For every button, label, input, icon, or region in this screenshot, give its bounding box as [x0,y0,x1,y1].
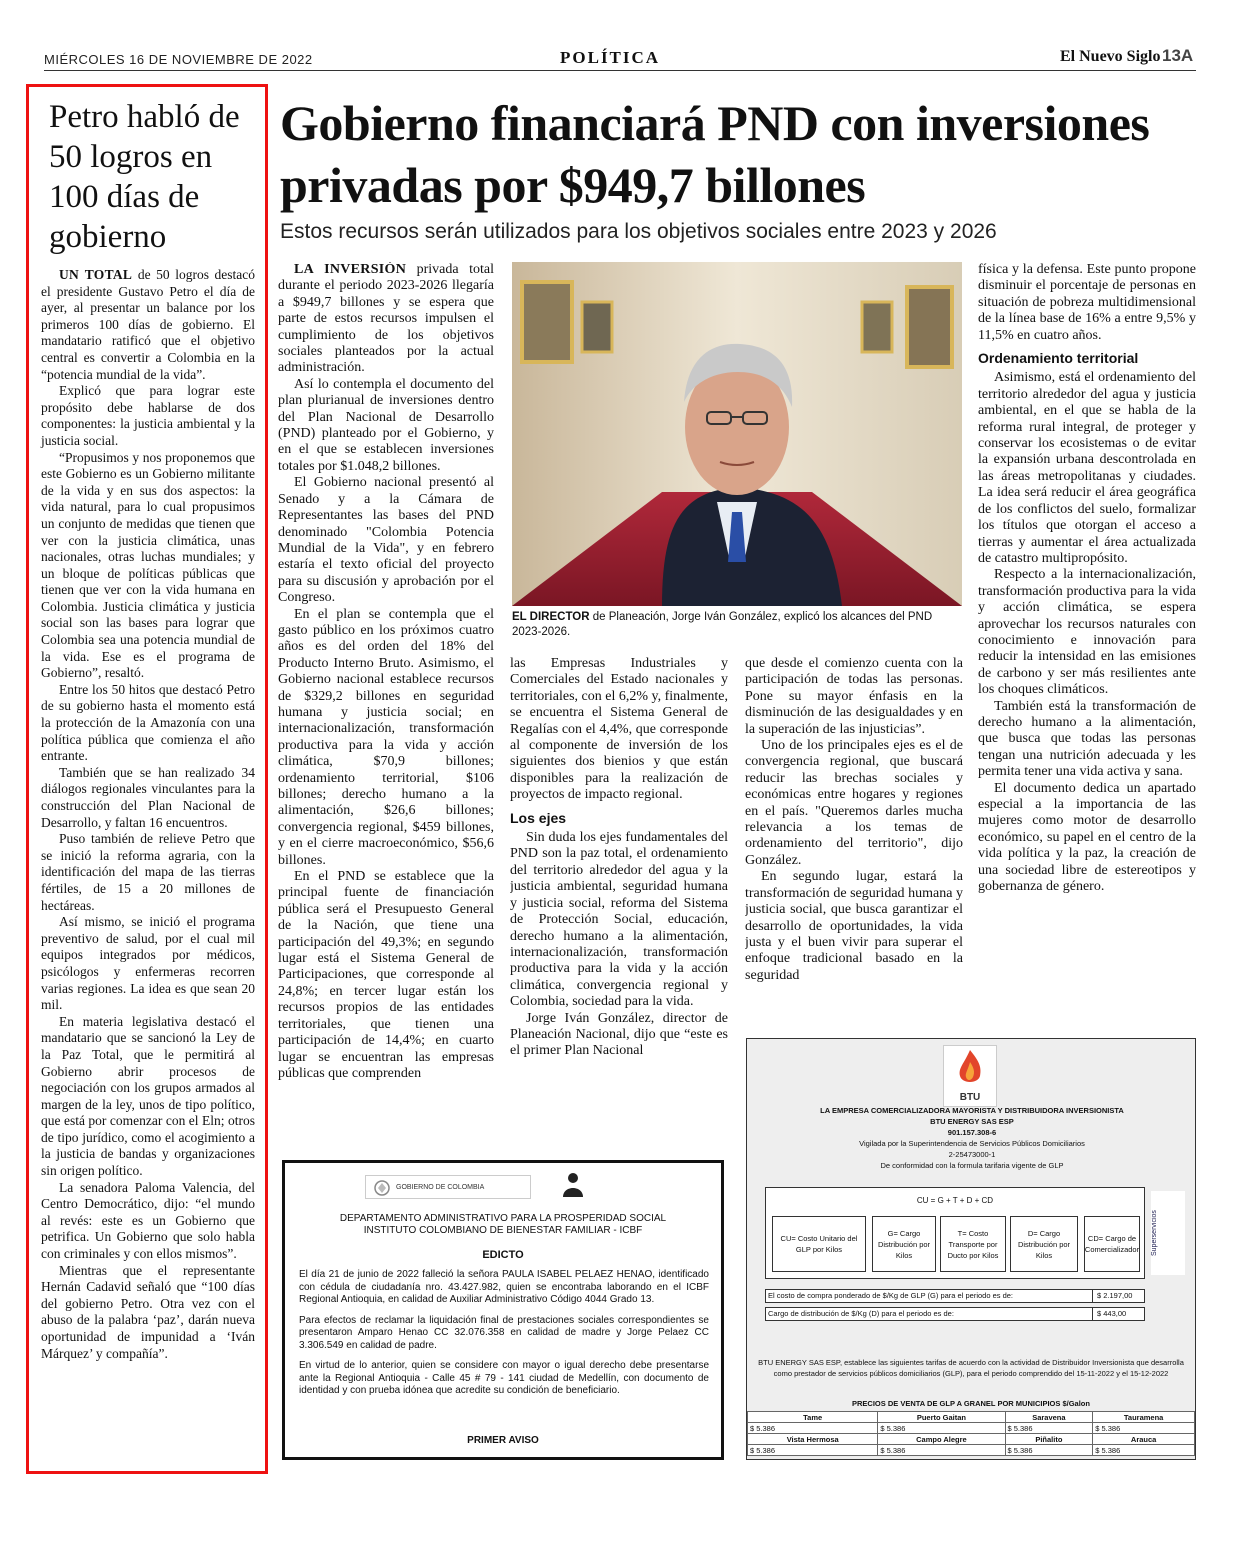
article-lead: LA INVERSIÓN [294,262,407,277]
section-heading-ordenamiento: Ordenamiento territorial [978,350,1139,367]
article-paragraph: En el PND se establece que la principal fuente de financiación pública será el Presupuesto General de la Nación, que tiene una participación del 49,3%; en segundo lugar está el Sistema General de Participaciones, que corresponde al 24,8%; en tercer lugar están los recursos propios de las entidades territoriales, que tienen una participación de 14,4%; en cuarto lugar se encuentran las empresas públicas que comprenden [278,869,494,1081]
table-cell: Arauca [1093,1434,1195,1445]
table-row [748,1434,1195,1445]
formula-text: CU = G + T + D + CD [916,1196,994,1205]
sidebar-lead: UN TOTAL [59,267,133,282]
table-row [748,1423,1195,1434]
article-column-3 [745,656,963,1024]
btu-logo [943,1045,997,1107]
article-paragraph: Sin duda los ejes fundamentales del PND son la paz total, el ordenamiento del territorio alrededor del agua y la justicia ambiental, seguridad humana y justicia social, reforma del Sistema de Protección Social, educación, derecho humano a la alimentación, internacionalización, transformación productiva para la vida y la acción climática, convergencia regional y Colombia, sociedad para la vida. [510,830,728,1010]
caption-lead: EL DIRECTOR [512,611,590,623]
coat-of-arms-icon [372,1179,392,1197]
sidebar-paragraph: La senadora Paloma Valencia, del Centro Democrático, dijo: “el mundo al revés: este es un Gobierno que petrifica. Un Gobierno que solo habla con criminales y con ellos mismos”. [41,1179,255,1262]
edict-footer: PRIMER AVISO [467,1435,539,1446]
article-column-2 [510,656,728,1142]
table-cell: $ 5.386 [748,1445,878,1456]
btu-advertisement [746,1038,1196,1460]
article-column-4 [978,262,1196,1052]
table-cell: Vista Hermosa [748,1434,878,1445]
table-row [748,1412,1195,1423]
cost-row-g: El costo de compra ponderado de $/Kg de GLP (G) para el periodo es de: $ 2.197,00 [765,1289,1145,1303]
section-heading-ejes: Los ejes [510,809,567,826]
formula-cell: CD= Cargo de Comercializador [1084,1216,1140,1272]
article-paragraph: Uno de los principales ejes es el de convergencia regional, que buscará reducir las brechas sociales y económicas entre hogares y regiones en el país. "Queremos darles mucha relevancia a los temas de ordenamiento del territorio", dijo González. [745,738,963,868]
article-subtitle: Estos recursos serán utilizados para los objetivos sociales entre 2023 y 2026 [280,220,997,243]
cost-row-d: Cargo de distribución de $/Kg (D) para el periodo es de: $ 443,00 [765,1307,1145,1321]
page-date: MIÉRCOLES 16 DE NOVIEMBRE DE 2022 [44,52,313,67]
article-paragraph: Jorge Iván González, director de Planeación Nacional, dijo que “este es el primer Plan Nacional [510,1010,728,1059]
sidebar-paragraph: UN TOTAL de 50 logros destacó el presidente Gustavo Petro el día de ayer, al presentar un balance por los primeros 100 días de gobierno. El mandatario ratificó que el objetivo central es convertir a Colombia en la “potencia mundial de la vida”. [41,267,255,382]
article-paragraph: Asimismo, está el ordenamiento del territorio alrededor del agua y justicia ambiental, en el que se habla de la reforma rural integral, de proteger y conservar los ecosistemas o de evitar la expansión urbana descontrolada en las áreas metropolitanas y ciudades. La idea será reducir el área geográfica de los conflictos del suelo, formalizar los títulos que otorgan el acceso a tierras y aumentar el área actualizada de catastro multipropósito. [978,370,1196,566]
table-cell: Tame [748,1412,878,1423]
article-paragraph: Así lo contempla el documento del plan plurianual de inversiones dentro del Plan Nacional de Desarrollo (PND) planteado por el Gobierno, y en el que se establecen inversiones totales por $1.048,2 billones. [278,376,494,474]
edict-paragraph: Para efectos de reclamar la liquidación final de prestaciones sociales correspondientes se presentaron Amparo Henao CC 32.076.358 en calidad de madre y Jorge Pelaez CC 3.306.549 en calidad de padre. [299,1314,709,1351]
formula-cell: T= Costo Transporte por Ducto por Kilos [940,1216,1006,1272]
article-paragraph: También está la transformación de derecho humano a la alimentación, que busca que todas las personas tengan una nutrición adecuada y les permita tener una vida activa y sana. [978,698,1196,780]
table-cell: $ 5.386 [1005,1445,1093,1456]
sidebar-article [26,84,268,1474]
table-cell: $ 5.386 [1005,1423,1093,1434]
newspaper-name: El Nuevo Siglo [1060,48,1161,65]
header-divider [44,70,1196,71]
sidebar-title: Petro habló de 50 logros en 100 días de gobierno [49,99,240,255]
article-paragraph: El documento dedica un apartado especial a la importancia de las mujeres como motor de desarrollo económico, su papel en el centro de la vida política y la paz, la creación de una sociedad libre de estereotipos y gobernanza de género. [978,780,1196,895]
table-cell: Tauramena [1093,1412,1195,1423]
article-paragraph: El Gobierno nacional presentó al Senado y a la Cámara de Representantes las bases del PND denominado "Colombia Potencia Mundial de la Vida", y en febrero estaría el texto oficial del proyecto para su discusión y aprobación por el Congreso. [278,475,494,606]
sidebar-paragraph: También que se han realizado 34 diálogos regionales vinculantes para la construcción del Plan Nacional de Desarrollo, y faltan 16 encuentros. [41,764,255,830]
article-paragraph: que desde el comienzo cuenta con la participación de todas las personas. Pone su mayor énfasis en la disminución de las desigualdades y en la superación de las injusticias”. [745,656,963,737]
gobierno-logo-text: GOBIERNO DE COLOMBIA [396,1184,485,1191]
photo-illustration [512,262,962,606]
superservicios-logo: Superservicios [1151,1191,1185,1275]
sidebar-body [41,267,255,1362]
table-cell: $ 5.386 [878,1423,1005,1434]
sidebar-paragraph: Explicó que para lograr este propósito debe hablarse de dos componentes: la justicia ambiental y la justicia social. [41,383,255,448]
table-cell: $ 5.386 [1093,1423,1195,1434]
table-cell: $ 5.386 [878,1445,1005,1456]
flame-icon [944,1046,996,1090]
director-photo [512,262,962,606]
edict-title: EDICTO [482,1249,524,1261]
sidebar-paragraph: Entre los 50 hitos que destacó Petro de su gobierno hasta el momento está la protección de la Amazonía con una política pública que comienza el año entrante. [41,681,255,764]
article-paragraph: LA INVERSIÓN privada total durante el periodo 2023-2026 llegaría a $949,7 billones y se espera que parte de estos recursos impulsen el cumplimiento de los objetivos sociales planteados por la actual administración. [278,262,494,376]
sidebar-paragraph: “Propusimos y nos proponemos que este Gobierno es un Gobierno militante de la vida y en sus dos aspectos: la vida natural, para lo cual propusimos un conjunto de medidas que tienen que ver con la justicia climática, unas nacionales, otras luchas mundiales; y un bloque de políticas públicas que tienen que ver con la vida humana en Colombia. Justicia climática y justicia social son las bases para lograr que Colombia sea una potencia mundial de la vida. Ese es el programa de Gobierno”, resaltó. [41,449,255,681]
table-cell: Campo Alegre [878,1434,1005,1445]
edict-notice [282,1160,724,1460]
edict-paragraph: En virtud de lo anterior, quien se considere con mayor o igual derecho debe presentarse ante la Regional Antioquia - Calle 45 # 79 - 141 ciudad de Medellín, con documento de identidad y con prueba idónea que acredite su condición de beneficiario. [299,1360,709,1396]
article-paragraph: física y la defensa. Este punto propone disminuir el porcentaje de personas en situación de pobreza multidimensional de la línea base de 16% a entre 9,5% y 11,5% en cuatro años. [978,262,1196,343]
section-name: POLÍTICA [560,48,661,67]
formula-cell: CU= Costo Unitario del GLP por Kilos [772,1216,866,1272]
article-paragraph: Respecto a la internacionalización, transformación productiva para la vida y acción climática, se espera aprovechar los recursos naturales con conocimiento e innovación para reducir la intensidad en las emisiones de carbono y ser más resilientes ante los choques climáticos. [978,567,1196,698]
edict-body [299,1269,709,1406]
table-cell: Puerto Gaitan [878,1412,1005,1423]
edict-department: DEPARTAMENTO ADMINISTRATIVO PARA LA PROSPERIDAD SOCIAL INSTITUTO COLOMBIANO DE BIENESTAR FAMILIAR - ICBF [339,1213,667,1236]
table-row [748,1445,1195,1456]
article-paragraph: En el plan se contempla que el gasto público en los próximos cuatro años es del orden del 18% del Producto Interno Bruto. Asimismo, el Gobierno nacional establece recursos de $329,2 billones en seguridad humana y justicia social; en internacionalización, transformación productiva para la vida y acción climática, $70,9 billones; ordenamiento territorial, $106 billones; derecho humano a la alimentación, $26,6 billones; convergencia regional, $459 billones, y en el cierre macroeconómico, $56,6 billones. [278,606,494,868]
formula-cell: G= Cargo Distribución por Kilos [872,1216,936,1272]
price-table [747,1411,1195,1456]
article-paragraph: En segundo lugar, estará la transformación de seguridad humana y justicia social, que busca garantizar el desarrollo de oportunidades, la vida justa y el buen vivir para superar el enfoque tradicional basado en la seguridad [745,869,963,983]
edict-paragraph: El día 21 de junio de 2022 falleció la señora PAULA ISABEL PELAEZ HENAO, identificado con cédula de ciudadanía nro. 43.427.982, quien se encontraba laborando en el ICBF Regional Antioquia, en calidad de Auxiliar Administrativo Código 4044 Grado 13. [299,1269,709,1305]
price-table-title: PRECIOS DE VENTA DE GLP A GRANEL POR MUNICIPIOS $/Galon [852,1399,1090,1408]
formula-cell: D= Cargo Distribución por Kilos [1010,1216,1078,1272]
gobierno-logo [365,1175,531,1199]
photo-caption: EL DIRECTOR de Planeación, Jorge Iván González, explicó los alcances del PND 2023-2026. [512,611,933,638]
table-cell: $ 5.386 [748,1423,878,1434]
btu-brand: BTU [959,1092,981,1103]
table-cell: $ 5.386 [1093,1445,1195,1456]
sidebar-paragraph: Así mismo, se inició el programa preventivo de salud, por el cual mil equipos integrados por médicos, psicólogos y enfermeras recorren varias regiones. La idea es que sean 20 mil. [41,914,255,1013]
article-title: Gobierno financiará PND con inversiones privadas por $949,7 billones [280,95,1150,213]
btu-note: BTU ENERGY SAS ESP, establece las siguientes tarifas de acuerdo con la actividad de Distribuidor Inversionista que desarrolla como prestador de servicios públicos domiciliarios (GLP), para el periodo comprendido del 15-11-2022 y el 15-12-2022 [758,1358,1184,1378]
icbf-logo-icon [559,1171,587,1201]
article-column-1 [278,262,494,1142]
sidebar-paragraph: Mientras que el representante Hernán Cadavid señaló que “100 días del gobierno Petro. Otra vez con el abuso de la palabra ‘paz’, darán nueva oportunidad de impunidad a ‘Iván Márquez’ y compañía”. [41,1262,255,1361]
page-number: 13A [1162,46,1194,65]
article-paragraph: las Empresas Industriales y Comerciales del Estado nacionales y territoriales, con el 6,2% y, finalmente, se encuentra el Sistema General de Regalías con el 4,4%, que corresponde al componente de inversión de los siguientes dos bienios y que están disponibles para la realización de proyectos de impacto regional. [510,656,728,803]
sidebar-paragraph: Puso también de relieve Petro que se inició la reforma agraria, con la identificación del mapa de las tierras fértiles, de 15 a 20 millones de hectáreas. [41,831,255,913]
table-cell: Piñalito [1005,1434,1093,1445]
tariff-formula [765,1187,1145,1279]
btu-company-info: LA EMPRESA COMERCIALIZADORA MAYORISTA Y DISTRIBUIDORA INVERSIONISTA BTU ENERGY SAS ESP 901.157.308-6 Vigilada por la Superintendencia de Servicios Públicos Domiciliarios 2-25473000-1 De conformidad con la formula tarifaria vigente de GLP [820,1106,1124,1170]
table-cell: Saravena [1005,1412,1093,1423]
sidebar-paragraph: En materia legislativa destacó el mandatario que se sancionó la Ley de la Paz Total, que le permitirá al Gobierno abrir procesos de negociación con los grupos armados al margen de la ley, unos de tipo político, que está por comenzar con el Eln; otros de tipo jurídico, como el acogimiento a la justicia de bandas y organizaciones sin origen político. [41,1013,255,1179]
